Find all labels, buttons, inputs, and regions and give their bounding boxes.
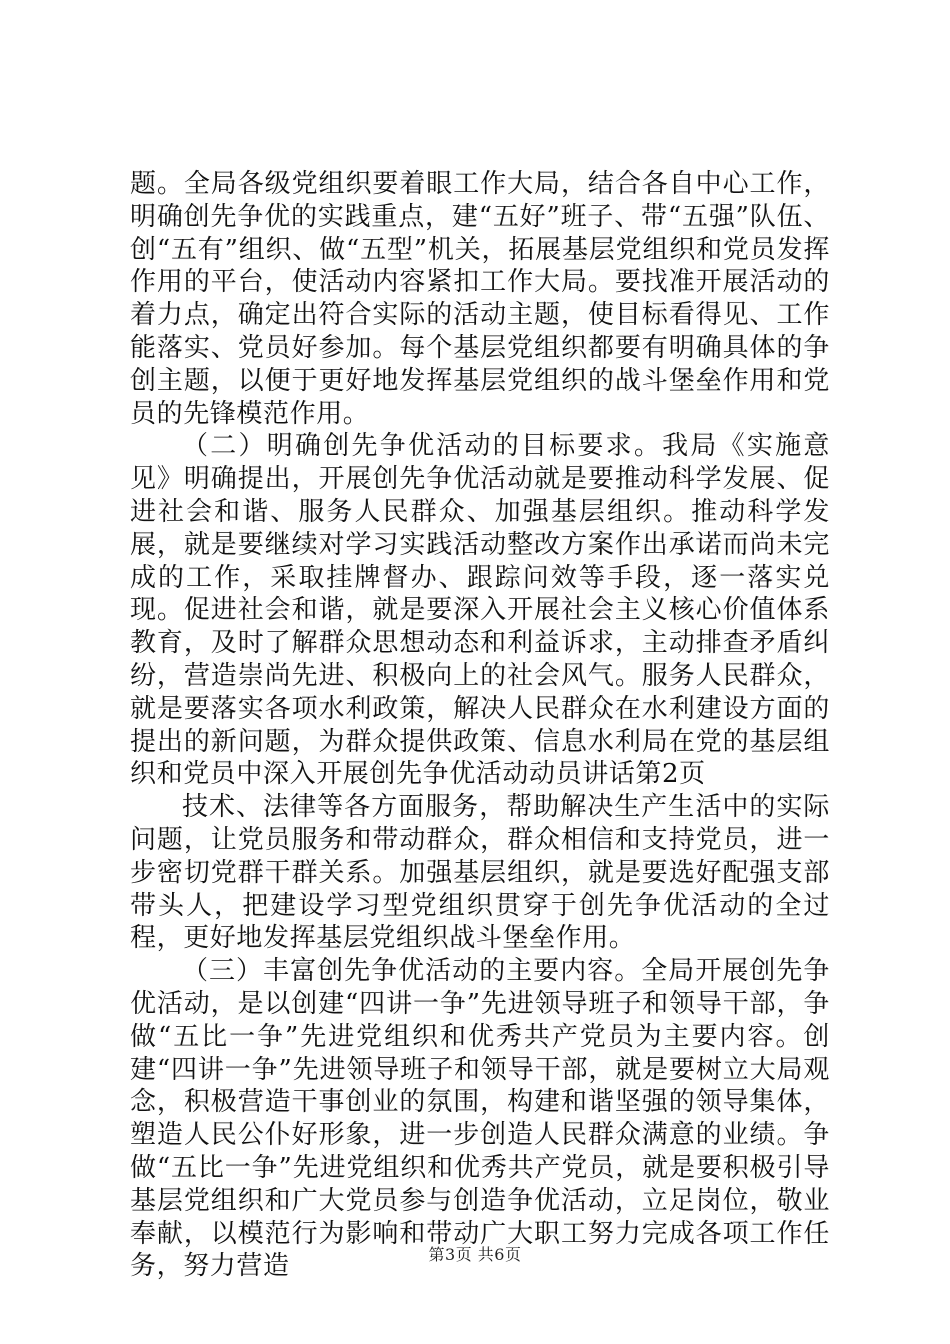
page-number-footer: 第3页 共6页	[428, 1245, 522, 1264]
paragraph-section-two: （二）明确创先争优活动的目标要求。我局《实施意见》明确提出，开展创先争优活动就是要推动科学发展、促进社会和谐、服务人民群众、加强基层组织。推动科学发展，就是要继续对学习实践活动整改方案作出承诺而尚未完成的工作，采取挂牌督办、跟踪问效等手段，逐一落实兑现。促进社会和谐，就是要深入开展社会主义核心价值体系教育，及时了解群众思想动态和利益诉求，主动排查矛盾纠纷，营造崇尚先进、积极向上的社会风气。服务人民群众，就是要落实各项水利政策，解决人民群众在水利建设方面的提出的新问题，为群众提供政策、信息水利局在党的基层组织和党员中深入开展创先争优活动动员讲话第2页	[130, 431, 830, 790]
paragraph-continuation: 题。全局各级党组织要着眼工作大局，结合各自中心工作，明确创先争优的实践重点，建“五好”班子、带“五强”队伍、创“五有”组织、做“五型”机关，拓展基层党组织和党员发挥作用的平台，使活动内容紧扣工作大局。要找准开展活动的着力点，确定出符合实际的活动主题，使目标看得见、工作能落实、党员好参加。每个基层党组织都要有明确具体的争创主题，以便于更好地发挥基层党组织的战斗堡垒作用和党员的先锋模范作用。	[130, 169, 830, 429]
paragraph-section-three: （三）丰富创先争优活动的主要内容。全局开展创先争优活动，是以创建“四讲一争”先进领导班子和领导干部，争做“五比一争”先进党组织和优秀共产党员为主要内容。创建“四讲一争”先进领导班子和领导干部，就是要树立大局观念，积极营造干事创业的氛围，构建和谐坚强的领导集体，塑造人民公仆好形象，进一步创造人民群众满意的业绩。争做“五比一争”先进党组织和优秀共产党员，就是要积极引导基层党组织和广大党员参与创造争优活动，立足岗位，敬业奉献，以模范行为影响和带动广大职工努力完成各项工作任务，努力营造	[130, 956, 830, 1282]
document-body	[130, 168, 830, 1283]
paragraph-section-two-continued: 技术、法律等各方面服务，帮助解决生产生活中的实际问题，让党员服务和带动群众，群众相信和支持党员，进一步密切党群干群关系。加强基层组织，就是要选好配强支部带头人，把建设学习型党组织贯穿于创先争优活动的全过程，更好地发挥基层党组织战斗堡垒作用。	[130, 792, 830, 954]
